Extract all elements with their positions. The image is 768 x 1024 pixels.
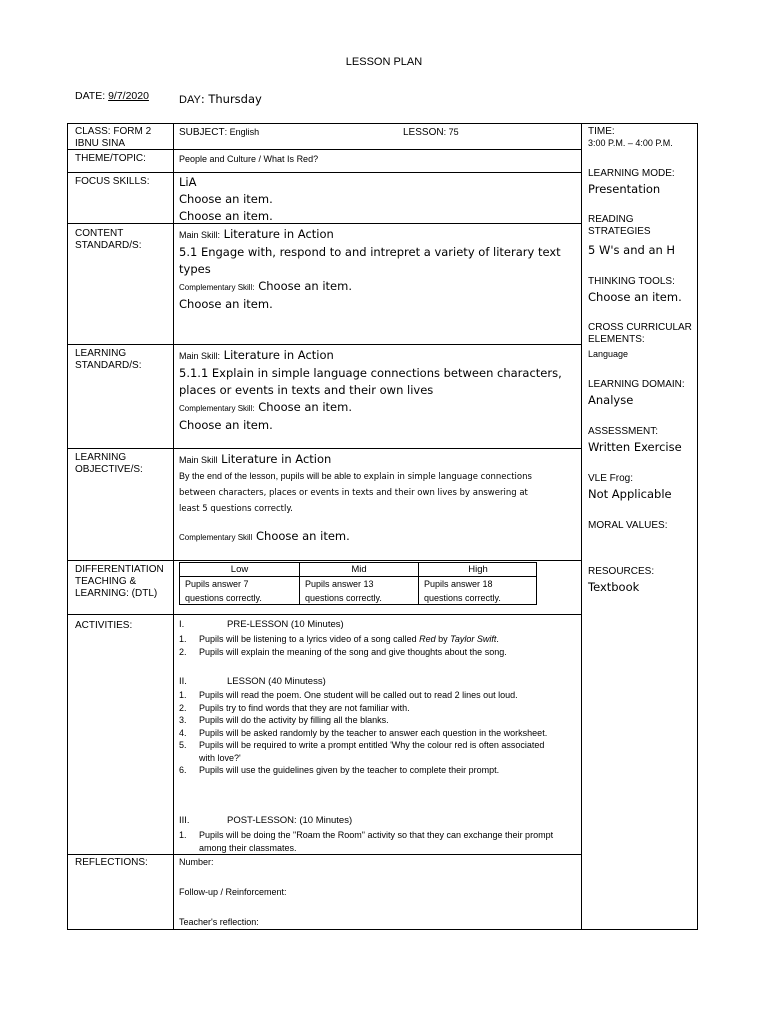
content-standard-label: CONTENT STANDARD/S:	[75, 228, 142, 251]
assessment-value[interactable]: Written Exercise	[588, 440, 682, 454]
learning-standard-text: places or events in texts and their own lives	[179, 383, 434, 397]
main-skill-label: Main Skill:	[179, 351, 221, 361]
theme-value: People and Culture / What Is Red?	[179, 154, 319, 164]
learning-objective-main	[179, 451, 331, 469]
focus-skill[interactable]: LiA	[179, 175, 197, 189]
sidebar-column-divider	[581, 123, 582, 930]
lesson-value: : 75	[443, 127, 459, 137]
dtl-header-mid: Mid	[351, 564, 367, 575]
dtl-table	[179, 562, 537, 605]
list-item: 4. Pupils will be asked randomly by the teacher to answer each question in the worksheet.	[179, 727, 548, 738]
page-title: LESSON PLAN	[345, 56, 423, 68]
reflections-label: REFLECTIONS:	[75, 857, 148, 868]
day-field	[179, 92, 262, 106]
learning-domain-label: LEARNING DOMAIN:	[588, 379, 685, 390]
day-value: : Thursday	[200, 92, 262, 106]
class-label: CLASS: FORM 2 IBNU SINA	[75, 126, 152, 149]
reflection-followup: Follow-up / Reinforcement:	[179, 887, 287, 897]
time-label: TIME:	[588, 126, 615, 137]
dtl-cell-mid: Pupils answer 13 questions correctly.	[305, 579, 382, 603]
time-value: 3:00 P.M. – 4:00 P.M.	[588, 138, 673, 148]
content-standard-body	[179, 226, 561, 313]
post-lesson-list	[179, 829, 553, 854]
list-item: 6. Pupils will use the guidelines given by the teacher to complete their prompt.	[179, 765, 500, 775]
table-border-bottom	[67, 929, 698, 930]
lesson-heading: II. LESSON (40 Minutess)	[179, 676, 326, 687]
complementary-skill-value[interactable]: Choose an item.	[179, 297, 273, 311]
complementary-skill-label: Complementary Skill:	[179, 283, 255, 292]
row-divider	[67, 223, 581, 224]
list-item: 5. Pupils will be required to write a prompt entitled 'Why the colour red is often associated	[179, 740, 545, 750]
cross-curricular-label: CROSS CURRICULAR ELEMENTS:	[588, 322, 692, 345]
learning-objective-label: LEARNING OBJECTIVE/S:	[75, 452, 143, 475]
reading-strategies-value[interactable]: 5 W's and an H	[588, 243, 676, 257]
list-item-continuation: among their classmates.	[199, 842, 297, 853]
learning-standard-body	[179, 347, 562, 434]
row-divider	[67, 560, 581, 561]
complementary-skill-value[interactable]: Choose an item.	[258, 400, 352, 414]
complementary-skill-label: Complementary Skill:	[179, 404, 255, 413]
reading-strategies-label: READING STRATEGIES	[588, 214, 651, 237]
row-divider	[67, 172, 581, 173]
dtl-label: DIFFERENTIATION TEACHING & LEARNING: (DTL)	[75, 564, 164, 599]
learning-mode-label: LEARNING MODE:	[588, 168, 675, 179]
thinking-tools-value[interactable]: Choose an item.	[588, 290, 682, 304]
moral-values-label: MORAL VALUES:	[588, 520, 668, 531]
main-skill-value[interactable]: Literature in Action	[221, 452, 332, 466]
learning-standard-label: LEARNING STANDARD/S:	[75, 348, 142, 371]
focus-skill[interactable]: Choose an item.	[179, 192, 273, 206]
content-standard-text: types	[179, 262, 211, 276]
learning-domain-value[interactable]: Analyse	[588, 393, 634, 407]
list-item: 2. Pupils will explain the meaning of the song and give thoughts about the song.	[179, 646, 507, 657]
focus-skills-values	[179, 174, 273, 225]
resources-value[interactable]: Textbook	[588, 580, 640, 594]
activities-label: ACTIVITIES:	[75, 620, 133, 631]
pre-lesson-list	[179, 633, 507, 658]
date-value: 9/7/2020	[108, 90, 149, 102]
list-item: 1. Pupils will be doing the "Roam the Room" activity so that they can exchange their prompt	[179, 830, 554, 840]
subject-label: SUBJECT	[179, 127, 225, 138]
main-skill-value[interactable]: Literature in Action	[223, 348, 334, 362]
row-divider	[67, 344, 581, 345]
complementary-skill-value[interactable]: Choose an item.	[256, 529, 350, 543]
list-item: 3. Pupils will do the activity by filling all the blanks.	[179, 715, 389, 725]
resources-label: RESOURCES:	[588, 566, 655, 577]
date-label: DATE:	[75, 90, 106, 102]
complementary-skill-value[interactable]: Choose an item.	[258, 279, 352, 293]
row-divider	[67, 614, 581, 615]
post-lesson-heading: III. POST-LESSON: (10 Minutes)	[179, 815, 353, 826]
list-item: 2. Pupils try to find words that they are not familiar with.	[179, 702, 410, 713]
vle-frog-label: VLE Frog:	[588, 473, 634, 484]
row-divider	[67, 854, 581, 855]
complementary-skill-value[interactable]: Choose an item.	[179, 418, 273, 432]
table-border-right	[697, 123, 698, 930]
vle-frog-value[interactable]: Not Applicable	[588, 487, 672, 501]
learning-objective-text: By the end of the lesson, pupils will be able to explain in simple language connections between characters, places or events in texts and their own lives by answering at least 5 questions correctly.	[179, 471, 532, 514]
reflection-number: Number:	[179, 857, 214, 867]
list-item: 1. Pupils will be listening to a lyrics video of a song called Red by Taylor Swift.	[179, 634, 499, 644]
dtl-header-high: High	[468, 564, 488, 575]
focus-skills-label: FOCUS SKILLS:	[75, 176, 150, 187]
cross-curricular-value[interactable]: Language	[588, 349, 629, 359]
learning-mode-value[interactable]: Presentation	[588, 182, 661, 196]
learning-objective-complementary	[179, 528, 350, 546]
list-item-continuation: with love?'	[199, 752, 241, 763]
theme-label: THEME/TOPIC:	[75, 153, 146, 164]
day-label: DAY	[179, 94, 201, 106]
lesson-list	[179, 689, 547, 777]
lesson-label: LESSON	[403, 127, 444, 138]
subject-field	[179, 126, 259, 139]
row-divider	[67, 448, 581, 449]
main-skill-value[interactable]: Literature in Action	[223, 227, 334, 241]
reflection-teacher: Teacher's reflection:	[179, 917, 259, 927]
label-column-divider	[173, 123, 174, 930]
list-item: 1. Pupils will read the poem. One student will be called out to read 2 lines out loud.	[179, 690, 518, 700]
content-standard-text: 5.1 Engage with, respond to and intrepret a variety of literary text	[179, 245, 561, 259]
dtl-cell-low: Pupils answer 7 questions correctly.	[185, 579, 262, 603]
table-border-left	[67, 123, 68, 930]
thinking-tools-label: THINKING TOOLS:	[588, 276, 675, 287]
learning-standard-text: 5.1.1 Explain in simple language connections between characters,	[179, 366, 562, 380]
focus-skill[interactable]: Choose an item.	[179, 209, 273, 223]
date-field	[75, 90, 149, 102]
table-border-top	[67, 123, 698, 124]
main-skill-label: Main Skill:	[179, 230, 221, 240]
assessment-label: ASSESSMENT:	[588, 426, 659, 437]
dtl-cell-high: Pupils answer 18 questions correctly.	[424, 579, 501, 603]
complementary-skill-label: Complementary Skill	[179, 533, 253, 542]
pre-lesson-heading: I. PRE-LESSON (10 Minutes)	[179, 619, 344, 630]
subject-value: : English	[224, 127, 260, 137]
main-skill-label: Main Skill	[179, 455, 218, 465]
lesson-field	[403, 126, 459, 139]
dtl-header-low: Low	[230, 564, 249, 575]
